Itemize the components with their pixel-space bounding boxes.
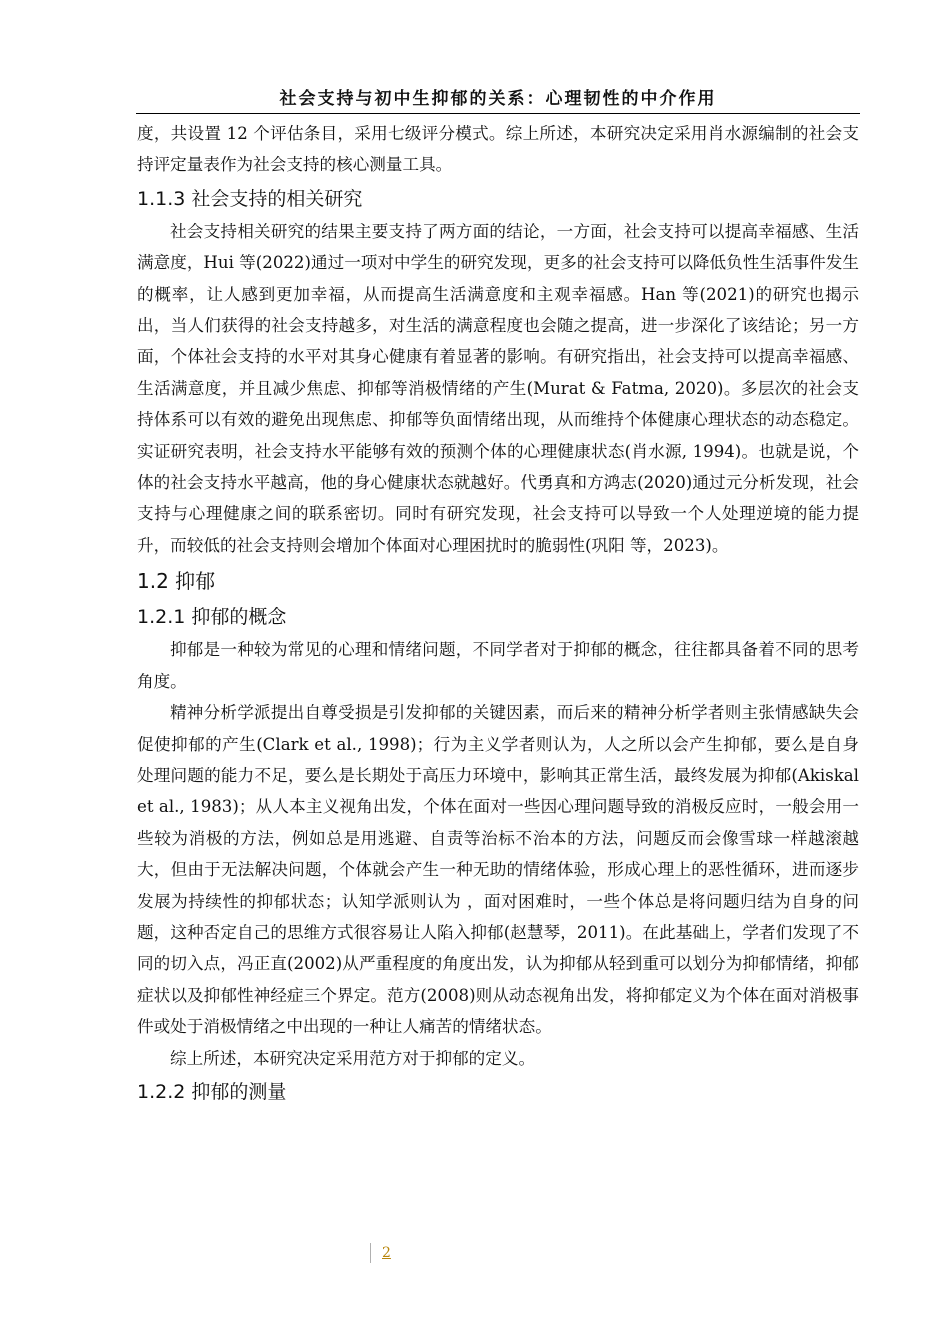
paragraph-depression-intro: 抑郁是一种较为常见的心理和情绪问题，不同学者对于抑郁的概念，往往都具备着不同的思考角度。 [137, 640, 859, 691]
section-heading-1-2-1: 1.2.1 抑郁的概念 [137, 606, 287, 629]
section-heading-1-2-2: 1.2.2 抑郁的测量 [137, 1080, 287, 1103]
paragraph-depression-theories: 精神分析学派提出自尊受损是引发抑郁的关键因素，而后来的精神分析学者则主张情感缺失会促使抑郁的产生(Clark et al., 1998)；行为主义学者则认为，人之所以会产生抑郁，要么是自身处理问题的能力不足，要么是长期处于高压力环境中，影响其正常生活，最终发展为抑郁(Akiskal et al., 1983)；从人本主义视角出发，个体在面对一些因心理问题导致的消极反应时，一般会用一些较为消极的方法，例如总是用逃避、自责等治标不治本的方法，问题反而会像雪球一样越滚越大，但由于无法解决问题，个体就会产生一种无助的情绪体验，形成心理上的恶性循环，进而逐步发展为持续性的抑郁状态；认知学派则认为 ，面对困难时，一些个体总是将问题归结为自身的问题，这种否定自己的思维方式很容易让人陷入抑郁(赵慧琴，2011)。在此基础上，学者们发现了不同的切入点，冯正直(2002)从严重程度的角度出发，认为抑郁从轻到重可以划分为抑郁情绪，抑郁症状以及抑郁性神经症三个界定。范方(2008)则从动态视角出发，将抑郁定义为个体在面对消极事件或处于消极情绪之中出现的一种让人痛苦的情绪状态。 [137, 703, 859, 1037]
page-body [137, 118, 859, 1109]
paragraph-social-support-research: 社会支持相关研究的结果主要支持了两方面的结论，一方面，社会支持可以提高幸福感、生活满意度，Hui 等(2022)通过一项对中学生的研究发现，更多的社会支持可以降低负性生活事件发生的概率，让人感到更加幸福，从而提高生活满意度和主观幸福感。Han 等(2021)的研究也揭示出，当人们获得的社会支持越多，对生活的满意程度也会随之提高，进一步深化了该结论；另一方面，个体社会支持的水平对其身心健康有着显著的影响。有研究指出，社会支持可以提高幸福感、生活满意度，并且减少焦虑、抑郁等消极情绪的产生(Murat & Fatma, 2020)。多层次的社会支持体系可以有效的避免出现焦虑、抑郁等负面情绪出现，从而维持个体健康心理状态的动态稳定。实证研究表明，社会支持水平能够有效的预测个体的心理健康状态(肖水源, 1994)。也就是说，个体的社会支持水平越高，他的身心健康状态就越好。代勇真和方鸿志(2020)通过元分析发现，社会支持与心理健康之间的联系密切。同时有研究发现，社会支持可以导致一个人处理逆境的能力提升，而较低的社会支持则会增加个体面对心理困扰时的脆弱性(巩阳 等，2023)。 [137, 221, 859, 555]
header-rule [136, 113, 860, 114]
running-header: 社会支持与初中生抑郁的关系：心理韧性的中介作用 [279, 89, 717, 109]
section-heading-1-1-3: 1.1.3 社会支持的相关研究 [137, 187, 363, 210]
section-heading-1-2: 1.2 抑郁 [137, 569, 216, 594]
paragraph-measurement-tail: 度，共设置 12 个评估条目，采用七级评分模式。综上所述，本研究决定采用肖水源编制的社会支持评定量表作为社会支持的核心测量工具。 [137, 124, 859, 175]
page-number: 2 [382, 1245, 391, 1261]
paragraph-depression-summary: 综上所述，本研究决定采用范方对于抑郁的定义。 [170, 1048, 536, 1068]
footer-divider [370, 1243, 371, 1263]
